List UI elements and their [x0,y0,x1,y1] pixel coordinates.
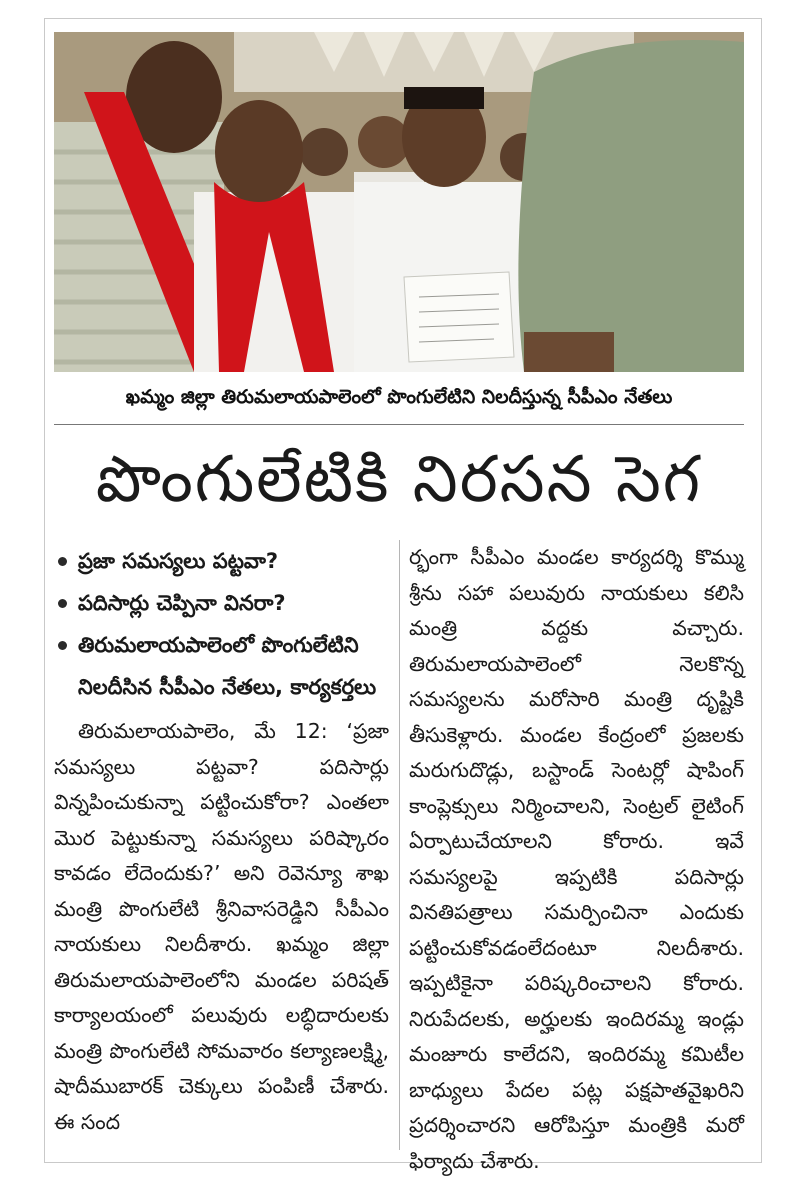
article-body-left: తిరుమలాయపాలెం, మే 12: ‘ప్రజా సమస్యలు పట్టవా? పదిసార్లు విన్నపించుకున్నా పట్టించుకోరా? ఎంతలా మొర పెట్టుకున్నా సమస్యలు పరిష్కారం కావడం లేదెందుకు?’ అని రెవెన్యూ శాఖ మంత్రి పొంగులేటి శ్రీనివాసరెడ్డిని సీపీఎం నాయకులు నిలదీశారు. ఖమ్మం జిల్లా తిరుమలాయపాలెంలోని మండల పరిషత్ కార్యాలయంలో పలువురు లబ్ధిదారులకు మంత్రి పొంగులేటి సోమవారం కల్యాణలక్ష్మి, షాదీముబారక్ చెక్కులు పంపిణీ చేశారు. ఈ సంద [54,719,389,1134]
article-body-right: ర్భంగా సీపీఎం మండల కార్యదర్శి కొమ్ము శ్రీను సహా పలువురు నాయకులు కలిసి మంత్రి వద్దకు వచ్చారు. తిరుమలాయపాలెంలో నెలకొన్న సమస్యలను మరోసారి మంత్రి దృష్టికి తీసుకెళ్లారు. మండల కేంద్రంలో ప్రజలకు మరుగుదొడ్లు, బస్టాండ్ సెంటర్లో షాపింగ్ కాంప్లెక్సులు నిర్మించాలని, సెంట్రల్ లైటింగ్ ఏర్పాటుచేయాలని కోరారు. ఇవే సమస్యలపై ఇప్పటికి పదిసార్లు వినతిపత్రాలు సమర్పించినా ఎందుకు పట్టించుకోవడంలేదంటూ నిలదీశారు. ఇప్పటికైనా పరిష్కరించాలని కోరారు. నిరుపేదలకు, అర్హులకు ఇందిరమ్మ ఇండ్లు మంజూరు కాలేదని, ఇందిరమ్మ కమిటీల బాధ్యులు పేదల పట్ల పక్షపాతవైఖరిని ప్రదర్శించారని ఆరోపిస్తూ మంత్రికి మరో ఫిర్యాదు చేశారు. [409,545,744,1173]
bullet-icon [58,599,67,608]
photo-caption: ఖమ్మం జిల్లా తిరుమలాయపాలెంలో పొంగులేటిని నిలదీస్తున్న సీపీఎం నేతలు [125,386,673,408]
bullet-icon [58,557,67,566]
article-column-left [54,540,389,1140]
news-photo [54,32,744,372]
headline: పొంగులేటికి నిరసన సెగ [95,443,703,517]
highlight-item: తిరుమలాయపాలెంలో పొంగులేటిని నిలదీసిన సీపీఎం నేతలు, కార్యకర్తలు [54,624,389,708]
news-photo-illustration [54,32,744,372]
bullet-icon [58,641,67,650]
article-column-right [409,540,744,1179]
column-divider [399,540,400,1150]
highlight-item: పదిసార్లు చెప్పినా వినరా? [54,582,389,624]
caption-divider [54,424,744,425]
highlight-item: ప్రజా సమస్యలు పట్టవా? [54,540,389,582]
highlights-list [54,540,389,708]
